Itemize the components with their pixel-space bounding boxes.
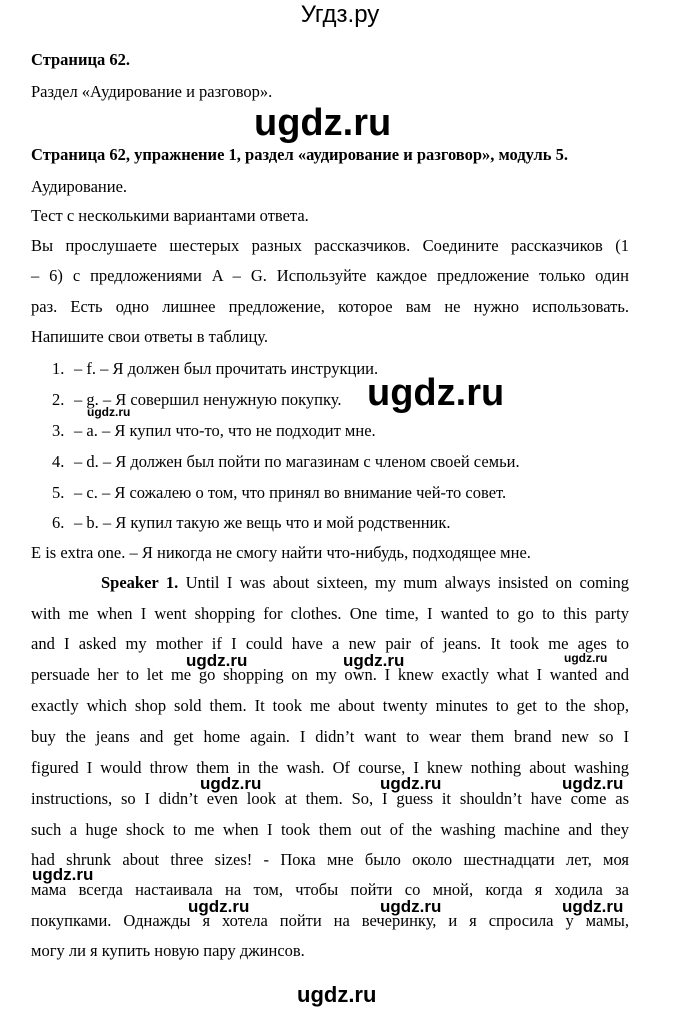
watermark-medium: ugdz.ru <box>32 865 94 884</box>
instructions-line-1: Вы прослушаете шестерых разных рассказчиков. Соедините рассказчиков (1 <box>31 236 629 255</box>
watermark-large: ugdz.ru <box>367 372 505 414</box>
answer-number: 4. <box>52 452 65 471</box>
exercise-heading: Страница 62, упражнение 1, раздел «аудирование и разговор», модуль 5. <box>31 145 568 164</box>
section-line: Раздел «Аудирование и разговор». <box>31 82 273 101</box>
watermark-medium: ugdz.ru <box>200 774 262 793</box>
speaker-line-2: with me when I went shopping for clothes. One time, I wanted to go to this party <box>31 604 629 623</box>
speaker-line-4: persuade her to let me go shopping on my own. I knew exactly what I wanted and <box>31 665 629 684</box>
watermark-medium: ugdz.ru <box>343 651 405 670</box>
instructions-line-2: – 6) с предложениями A – G. Используйте каждое предложение только один <box>31 266 629 285</box>
watermark-small: ugdz.ru <box>564 651 608 665</box>
instructions-line-3: раз. Есть одно лишнее предложение, которое вам не нужно использовать. <box>31 297 629 316</box>
answer-number: 5. <box>52 483 65 502</box>
speaker-line-8: instructions, so I didn’t even look at them. So, I guess it shouldn’t have come as <box>31 789 629 808</box>
page-heading: Страница 62. <box>31 50 130 69</box>
answer-text: – a. – Я купил что-то, что не подходит мне. <box>74 421 376 440</box>
watermark-medium: ugdz.ru <box>562 774 624 793</box>
speaker-line-10: had shrunk about three sizes! - Пока мне было около шестнадцати лет, моя <box>31 850 629 869</box>
watermark-footer: ugdz.ru <box>297 982 377 1007</box>
speaker-text: Until I was about sixteen, my mum always insisted on coming <box>185 573 630 592</box>
watermark-medium: ugdz.ru <box>380 897 442 916</box>
watermark-small: ugdz.ru <box>87 405 131 419</box>
answer-item-5 <box>52 483 506 503</box>
answer-text: – b. – Я купил такую же вещь что и мой родственник. <box>74 513 451 532</box>
watermark-medium: ugdz.ru <box>188 897 250 916</box>
speaker-label: Speaker 1. <box>101 573 179 592</box>
extra-line: E is extra one. – Я никогда не смогу найти что-нибудь, подходящее мне. <box>31 543 531 562</box>
answer-text: – g. – Я совершил ненужную покупку. <box>74 390 342 409</box>
watermark-medium: ugdz.ru <box>186 651 248 670</box>
speaker-line-1 <box>101 573 629 593</box>
answer-number: 2. <box>52 390 65 409</box>
test-type: Тест с несколькими вариантами ответа. <box>31 206 309 225</box>
answer-number: 3. <box>52 421 65 440</box>
answer-item-4 <box>52 452 520 472</box>
speaker-line-5: exactly which shop sold them. It took me about twenty minutes to get to the shop, <box>31 696 629 715</box>
answer-number: 1. <box>52 359 65 378</box>
answer-item-6 <box>52 513 451 533</box>
watermark-medium: ugdz.ru <box>562 897 624 916</box>
speaker-line-9: such a huge shock to me when I took them out of the washing machine and they <box>31 820 629 839</box>
watermark-medium: ugdz.ru <box>380 774 442 793</box>
site-header: Угдз.ру <box>300 1 380 28</box>
speaker-line-11: мама всегда настаивала на том, чтобы пойти со мной, когда я ходила за <box>31 880 629 899</box>
speaker-line-3: and I asked my mother if I could have a new pair of jeans. It took me ages to <box>31 634 629 653</box>
task-type: Аудирование. <box>31 177 128 196</box>
answer-text: – c. – Я сожалею о том, что принял во внимание чей-то совет. <box>74 483 507 502</box>
watermark-large: ugdz.ru <box>254 102 392 144</box>
answer-number: 6. <box>52 513 65 532</box>
instructions-line-4: Напишите свои ответы в таблицу. <box>31 327 269 346</box>
answer-text: – f. – Я должен был прочитать инструкции. <box>74 359 379 378</box>
speaker-line-12: покупками. Однажды я хотела пойти на вечеринку, и я спросила у мамы, <box>31 911 629 930</box>
answer-item-1 <box>52 359 378 379</box>
speaker-line-6: buy the jeans and get home again. I didn’t want to wear them brand new so I <box>31 727 629 746</box>
speaker-line-7: figured I would throw them in the wash. Of course, I knew nothing about washing <box>31 758 629 777</box>
answer-text: – d. – Я должен был пойти по магазинам с членом своей семьи. <box>74 452 520 471</box>
answer-item-3 <box>52 421 376 441</box>
speaker-line-13: могу ли я купить новую пару джинсов. <box>31 941 305 960</box>
